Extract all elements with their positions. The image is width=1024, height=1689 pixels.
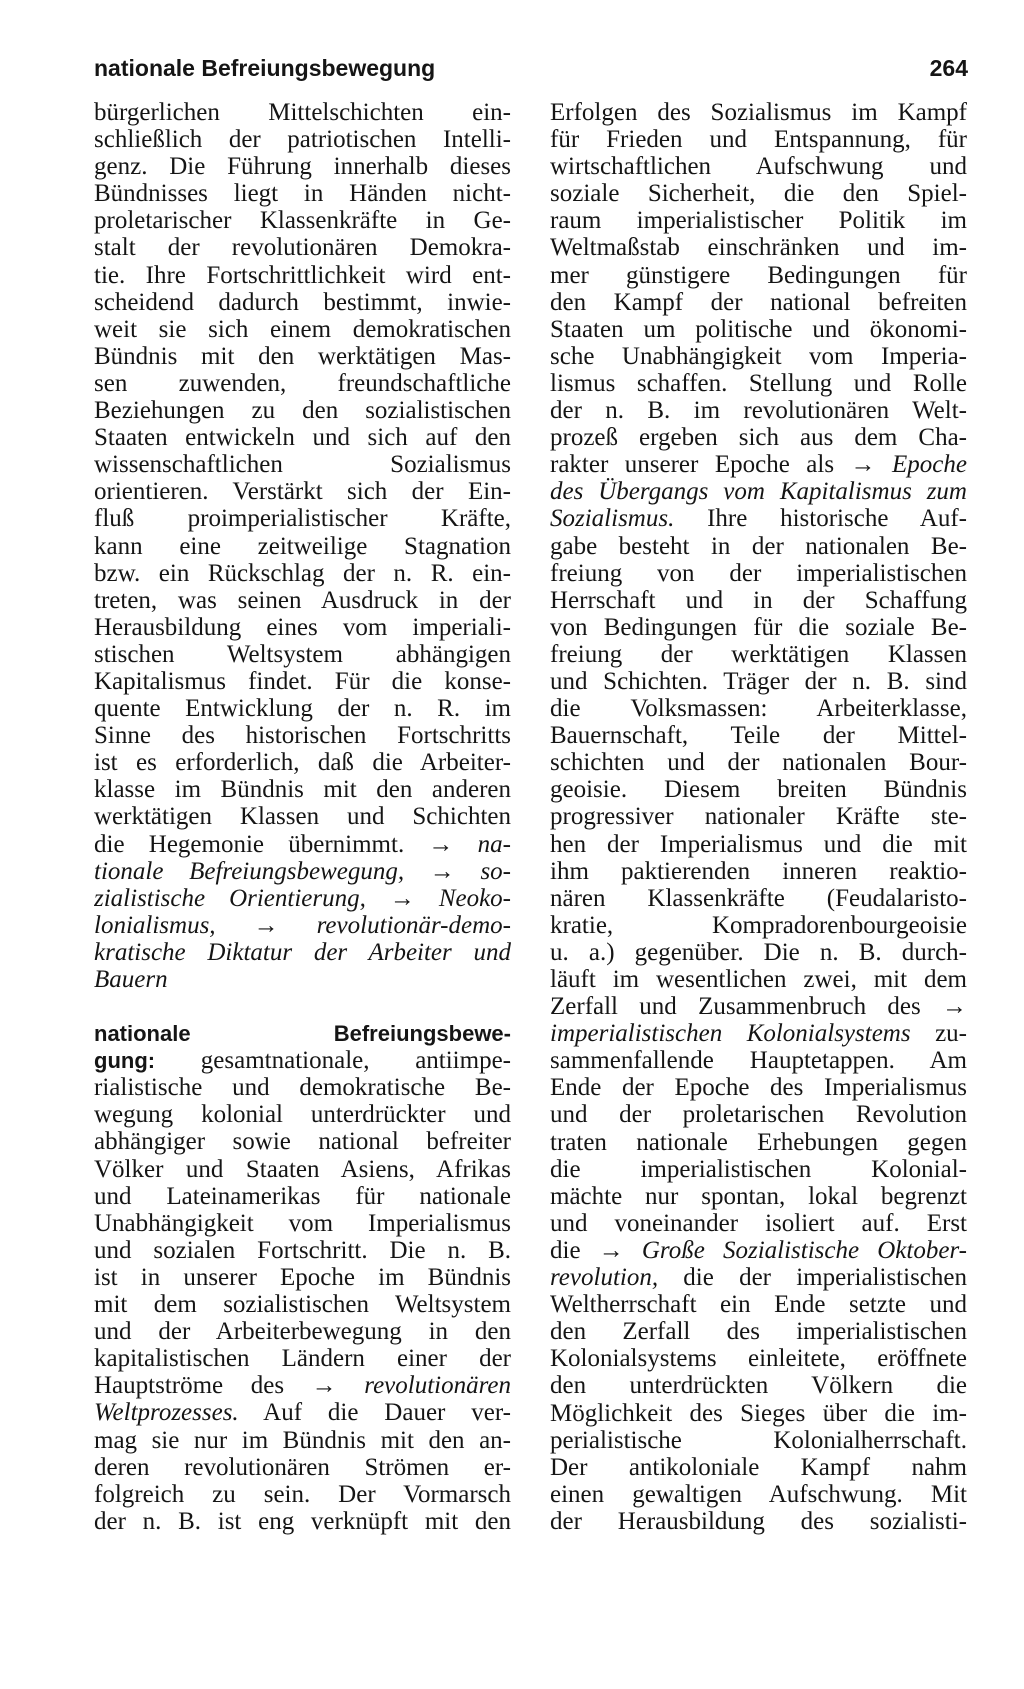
text-line xyxy=(550,1047,967,1074)
text-line xyxy=(94,1074,511,1101)
text-line xyxy=(94,966,511,993)
text-run: und sozialen Fortschritt. Die n. B. xyxy=(94,1236,511,1264)
cross-reference: Weltprozesses. xyxy=(94,1399,239,1427)
text-run: klasse im Bündnis mit den anderen xyxy=(94,776,511,804)
text-line xyxy=(94,1156,511,1183)
text-run: schließlich der patriotischen Intelli- xyxy=(94,126,511,154)
text-line xyxy=(550,993,967,1020)
text-line xyxy=(550,560,967,587)
text-run: kratie, Kompradorenbourgeoisie xyxy=(550,911,967,939)
text-run: Staaten entwickeln und sich auf den xyxy=(94,424,511,452)
cross-reference: so- xyxy=(480,857,511,885)
text-line xyxy=(550,695,967,722)
text-run: läuft im wesentlichen zwei, mit dem xyxy=(550,966,967,993)
text-line xyxy=(550,1508,967,1535)
text-line xyxy=(94,505,511,532)
text-line xyxy=(550,858,967,885)
text-run: einen gewaltigen Aufschwung. Mit xyxy=(550,1480,967,1508)
running-header xyxy=(94,50,968,86)
text-line xyxy=(550,1074,967,1101)
text-run: den unterdrückten Völkern die xyxy=(550,1372,967,1400)
text-line xyxy=(550,505,967,532)
text-line xyxy=(550,1210,967,1237)
text-run: abhängiger sowie national befreiter xyxy=(94,1128,511,1156)
text-line xyxy=(94,1264,511,1291)
text-run: traten nationale Erhebungen gegen xyxy=(550,1128,967,1156)
text-line xyxy=(550,966,967,993)
text-run: nären Klassenkräfte (Feudalaristo- xyxy=(550,884,967,912)
text-run: soziale Sicherheit, die den Spiel- xyxy=(550,180,967,208)
text-line xyxy=(550,451,967,478)
text-run: den Kampf der national befreiten xyxy=(550,288,967,316)
cross-reference: zialistische Orientierung, xyxy=(94,884,366,912)
text-run: sammenfallende Hauptetappen. Am xyxy=(550,1047,967,1075)
cross-reference: des Übergangs vom Kapitalismus zum xyxy=(550,478,967,506)
text-run: Kolonialsystems einleitete, eröffnete xyxy=(550,1345,967,1373)
text-line xyxy=(94,1454,511,1481)
text-run: zu- xyxy=(910,1020,967,1048)
text-line xyxy=(94,695,511,722)
text-run: rialistische und demokratische Be- xyxy=(94,1074,511,1102)
text-run: mag sie nur im Bündnis mit den an- xyxy=(94,1426,511,1454)
text-line xyxy=(94,1101,511,1128)
text-run: werktätigen Klassen und Schichten xyxy=(94,803,511,831)
text-line xyxy=(550,1101,967,1128)
text-line xyxy=(94,1047,511,1074)
text-run: prozeß ergeben sich aus dem Cha- xyxy=(550,424,967,452)
text-run: Bündnis mit den werktätigen Mas- xyxy=(94,342,511,370)
text-run: schichten und der nationalen Bour- xyxy=(550,749,967,777)
text-line xyxy=(550,749,967,776)
text-line xyxy=(94,560,511,587)
text-line xyxy=(550,207,967,234)
text-line xyxy=(94,1345,511,1372)
cross-reference: Neoko- xyxy=(438,884,511,912)
text-run: Weltherrschaft ein Ende setzte und xyxy=(550,1291,967,1319)
text-run: deren revolutionären Strömen er- xyxy=(94,1453,511,1481)
text-run: den Zerfall des imperialistischen xyxy=(550,1318,967,1346)
text-run: Bündnisses liegt in Händen nicht- xyxy=(94,180,511,208)
text-run: ist es erforderlich, daß die Arbeiter- xyxy=(94,749,511,777)
text-run: wissenschaftlichen Sozialismus xyxy=(94,451,511,479)
text-run: die → xyxy=(550,1236,642,1264)
cross-reference: Bauern xyxy=(94,966,168,993)
text-line xyxy=(550,478,967,505)
cross-reference: revolution, xyxy=(550,1264,659,1292)
text-line xyxy=(550,397,967,424)
text-line xyxy=(550,424,967,451)
text-line xyxy=(550,939,967,966)
text-line xyxy=(550,234,967,261)
cross-reference: revolutionär-demo- xyxy=(316,911,511,939)
text-line xyxy=(94,1318,511,1345)
text-line xyxy=(94,289,511,316)
text-line xyxy=(94,99,511,126)
text-line xyxy=(94,776,511,803)
text-line xyxy=(94,1237,511,1264)
text-run: progressiver nationaler Kräfte ste- xyxy=(550,803,967,831)
text-line xyxy=(550,1318,967,1345)
text-line xyxy=(94,749,511,776)
text-run: bzw. ein Rückschlag der n. R. ein- xyxy=(94,559,511,587)
cross-reference: na- xyxy=(477,830,511,858)
text-line xyxy=(550,1454,967,1481)
text-line xyxy=(550,831,967,858)
text-line xyxy=(94,126,511,153)
entry-headword: gung: xyxy=(94,1048,156,1074)
right-text-column xyxy=(550,99,967,1535)
text-line xyxy=(94,397,511,424)
text-line xyxy=(94,1128,511,1155)
text-line xyxy=(94,478,511,505)
text-line xyxy=(550,668,967,695)
text-run: Ihre historische Auf- xyxy=(674,505,967,533)
text-run: stalt der revolutionären Demokra- xyxy=(94,234,511,262)
text-line xyxy=(94,803,511,830)
text-run: Erfolgen des Sozialismus im Kampf xyxy=(550,99,967,126)
text-run: Weltmaßstab einschränken und im- xyxy=(550,234,967,262)
text-line xyxy=(550,1020,967,1047)
text-run: die Hegemonie übernimmt. → xyxy=(94,830,478,858)
text-run: sen zuwenden, freundschaftliche xyxy=(94,369,511,397)
text-run: Staaten um politische und ökonomi- xyxy=(550,315,967,343)
cross-reference: Epoche xyxy=(892,451,967,479)
text-line xyxy=(94,1399,511,1426)
text-run: raum imperialistischer Politik im xyxy=(550,207,967,235)
text-line xyxy=(94,1183,511,1210)
text-run: gabe besteht in der nationalen Be- xyxy=(550,532,967,560)
text-line xyxy=(94,424,511,451)
text-line xyxy=(550,180,967,207)
text-line xyxy=(550,1264,967,1291)
running-head-title: nationale Befreiungsbewegung xyxy=(94,55,436,81)
text-run: Hauptströme des → xyxy=(94,1372,365,1400)
text-run: orientieren. Verstärkt sich der Ein- xyxy=(94,478,511,506)
text-line xyxy=(94,722,511,749)
text-line xyxy=(94,1427,511,1454)
text-line xyxy=(550,1427,967,1454)
text-line xyxy=(550,776,967,803)
text-run: der n. B. ist eng verknüpft mit den xyxy=(94,1507,511,1535)
cross-reference: lonialismus, xyxy=(94,911,216,939)
text-line xyxy=(94,614,511,641)
text-run: kapitalistischen Ländern einer der xyxy=(94,1345,511,1373)
text-line xyxy=(550,803,967,830)
text-line xyxy=(94,533,511,560)
text-line xyxy=(94,831,511,858)
text-run: u. a.) gegenüber. Die n. B. durch- xyxy=(550,938,967,966)
text-run: die Volksmassen: Arbeiterklasse, xyxy=(550,695,967,723)
text-run: und der Arbeiterbewegung in den xyxy=(94,1318,511,1346)
text-run: wirtschaftlichen Aufschwung und xyxy=(550,153,967,181)
text-line xyxy=(94,180,511,207)
text-line xyxy=(550,99,967,126)
text-run: wegung kolonial unterdrückter und xyxy=(94,1101,511,1129)
text-line xyxy=(550,153,967,180)
text-line xyxy=(94,207,511,234)
text-line xyxy=(550,1372,967,1399)
text-run: der Herausbildung des sozialisti- xyxy=(550,1507,967,1535)
cross-reference: imperialistischen Kolonialsystems xyxy=(550,1020,911,1048)
text-run: ihm paktierenden inneren reaktio- xyxy=(550,857,967,885)
text-run: scheidend dadurch bestimmt, inwie- xyxy=(94,288,511,316)
text-run: fluß proimperialistischer Kräfte, xyxy=(94,505,511,533)
text-line xyxy=(94,641,511,668)
text-run: die der imperialistischen xyxy=(658,1264,967,1292)
text-line xyxy=(94,1210,511,1237)
text-run: weit sie sich einem demokratischen xyxy=(94,315,511,343)
text-run: folgreich zu sein. Der Vormarsch xyxy=(94,1480,511,1508)
text-run: die imperialistischen Kolonial- xyxy=(550,1155,967,1183)
text-run: kann eine zeitweilige Stagnation xyxy=(94,532,511,560)
text-run: rakter unserer Epoche als → xyxy=(550,451,893,479)
text-line xyxy=(94,939,511,966)
text-run: → xyxy=(215,911,317,939)
text-line xyxy=(94,1291,511,1318)
text-line xyxy=(550,912,967,939)
cross-reference: revolutionären xyxy=(364,1372,511,1400)
text-run: Zerfall und Zusammenbruch des → xyxy=(550,993,967,1021)
text-run: Der antikoloniale Kampf nahm xyxy=(550,1453,967,1481)
text-run: für Frieden und Entspannung, für xyxy=(550,126,967,154)
text-run: ist in unserer Epoche im Bündnis xyxy=(94,1263,511,1291)
cross-reference: tionale Befreiungsbewegung, xyxy=(94,857,405,885)
text-run: freiung der werktätigen Klassen xyxy=(550,640,967,668)
paragraph-gap xyxy=(94,993,511,1020)
text-line xyxy=(94,1372,511,1399)
text-run: der n. B. im revolutionären Welt- xyxy=(550,397,967,425)
text-run: Kapitalismus findet. Für die konse- xyxy=(94,667,511,695)
text-run: und Schichten. Träger der n. B. sind xyxy=(550,667,967,695)
text-run: Ende der Epoche des Imperialismus xyxy=(550,1074,967,1102)
text-run: und Lateinamerikas für nationale xyxy=(94,1182,511,1210)
page-number: 264 xyxy=(929,55,968,81)
text-line xyxy=(94,1020,511,1047)
text-line xyxy=(94,587,511,614)
cross-reference: Große Sozialistische Oktober- xyxy=(641,1236,967,1264)
text-run: bürgerlichen Mittelschichten ein- xyxy=(94,99,511,126)
text-line xyxy=(550,885,967,912)
text-run: tie. Ihre Fortschrittlichkeit wird ent- xyxy=(94,261,511,289)
text-line xyxy=(550,1400,967,1427)
text-line xyxy=(550,289,967,316)
text-line xyxy=(94,370,511,397)
text-run: genz. Die Führung innerhalb dieses xyxy=(94,153,511,181)
text-line xyxy=(94,343,511,370)
text-line xyxy=(94,1481,511,1508)
text-line xyxy=(550,1291,967,1318)
text-run: mächte nur spontan, lokal begrenzt xyxy=(550,1182,967,1210)
left-text-column xyxy=(94,99,511,1535)
text-line xyxy=(550,641,967,668)
text-line xyxy=(550,126,967,153)
text-line xyxy=(550,587,967,614)
text-line xyxy=(94,1508,511,1535)
text-line xyxy=(550,1156,967,1183)
cross-reference: Sozialismus. xyxy=(550,505,675,533)
text-run: → xyxy=(404,857,481,885)
text-run: geoisie. Diesem breiten Bündnis xyxy=(550,776,967,804)
text-run: Möglichkeit des Sieges über die im- xyxy=(550,1399,967,1427)
text-line xyxy=(550,533,967,560)
text-run: und der proletarischen Revolution xyxy=(550,1101,967,1129)
text-run: von Bedingungen für die soziale Be- xyxy=(550,613,967,641)
text-line xyxy=(94,668,511,695)
text-run: freiung von der imperialistischen xyxy=(550,559,967,587)
text-line xyxy=(94,153,511,180)
text-run: Beziehungen zu den sozialistischen xyxy=(94,397,511,425)
text-run: perialistische Kolonialherrschaft. xyxy=(550,1426,967,1454)
text-run: mer günstigere Bedingungen für xyxy=(550,261,967,289)
text-run: sche Unabhängigkeit vom Imperia- xyxy=(550,342,967,370)
text-run: lismus schaffen. Stellung und Rolle xyxy=(550,369,967,397)
text-run: gesamtnationale, antiimpe- xyxy=(155,1047,511,1075)
text-line xyxy=(550,1481,967,1508)
text-line xyxy=(550,1345,967,1372)
text-line xyxy=(550,343,967,370)
entry-headword: nationale Befreiungsbewe- xyxy=(94,1021,511,1047)
text-run: quente Entwicklung der n. R. im xyxy=(94,695,511,723)
text-run: → xyxy=(365,884,439,912)
text-run: Unabhängigkeit vom Imperialismus xyxy=(94,1209,511,1237)
text-line xyxy=(550,1129,967,1156)
text-line xyxy=(550,316,967,343)
text-line xyxy=(550,262,967,289)
text-line xyxy=(550,1237,967,1264)
text-run: und voneinander isoliert auf. Erst xyxy=(550,1209,967,1237)
text-line xyxy=(550,1183,967,1210)
text-line xyxy=(94,451,511,478)
text-line xyxy=(550,722,967,749)
text-run: proletarischer Klassenkräfte in Ge- xyxy=(94,207,511,235)
text-line xyxy=(94,234,511,261)
text-line xyxy=(550,614,967,641)
text-line xyxy=(94,912,511,939)
cross-reference: kratische Diktatur der Arbeiter und xyxy=(94,938,511,966)
text-run: Bauernschaft, Teile der Mittel- xyxy=(550,722,967,750)
text-run: Völker und Staaten Asiens, Afrikas xyxy=(94,1155,511,1183)
text-run: Auf die Dauer ver- xyxy=(238,1399,511,1427)
text-run: Herrschaft und in der Schaffung xyxy=(550,586,967,614)
text-line xyxy=(94,316,511,343)
text-run: Herausbildung eines vom imperiali- xyxy=(94,613,511,641)
text-line xyxy=(94,858,511,885)
text-run: mit dem sozialistischen Weltsystem xyxy=(94,1291,511,1319)
text-line xyxy=(94,262,511,289)
text-run: Sinne des historischen Fortschritts xyxy=(94,722,511,750)
text-run: hen der Imperialismus und die mit xyxy=(550,830,967,858)
text-line xyxy=(94,885,511,912)
text-run: treten, was seinen Ausdruck in der xyxy=(94,586,511,614)
text-run: stischen Weltsystem abhängigen xyxy=(94,640,511,668)
text-line xyxy=(550,370,967,397)
